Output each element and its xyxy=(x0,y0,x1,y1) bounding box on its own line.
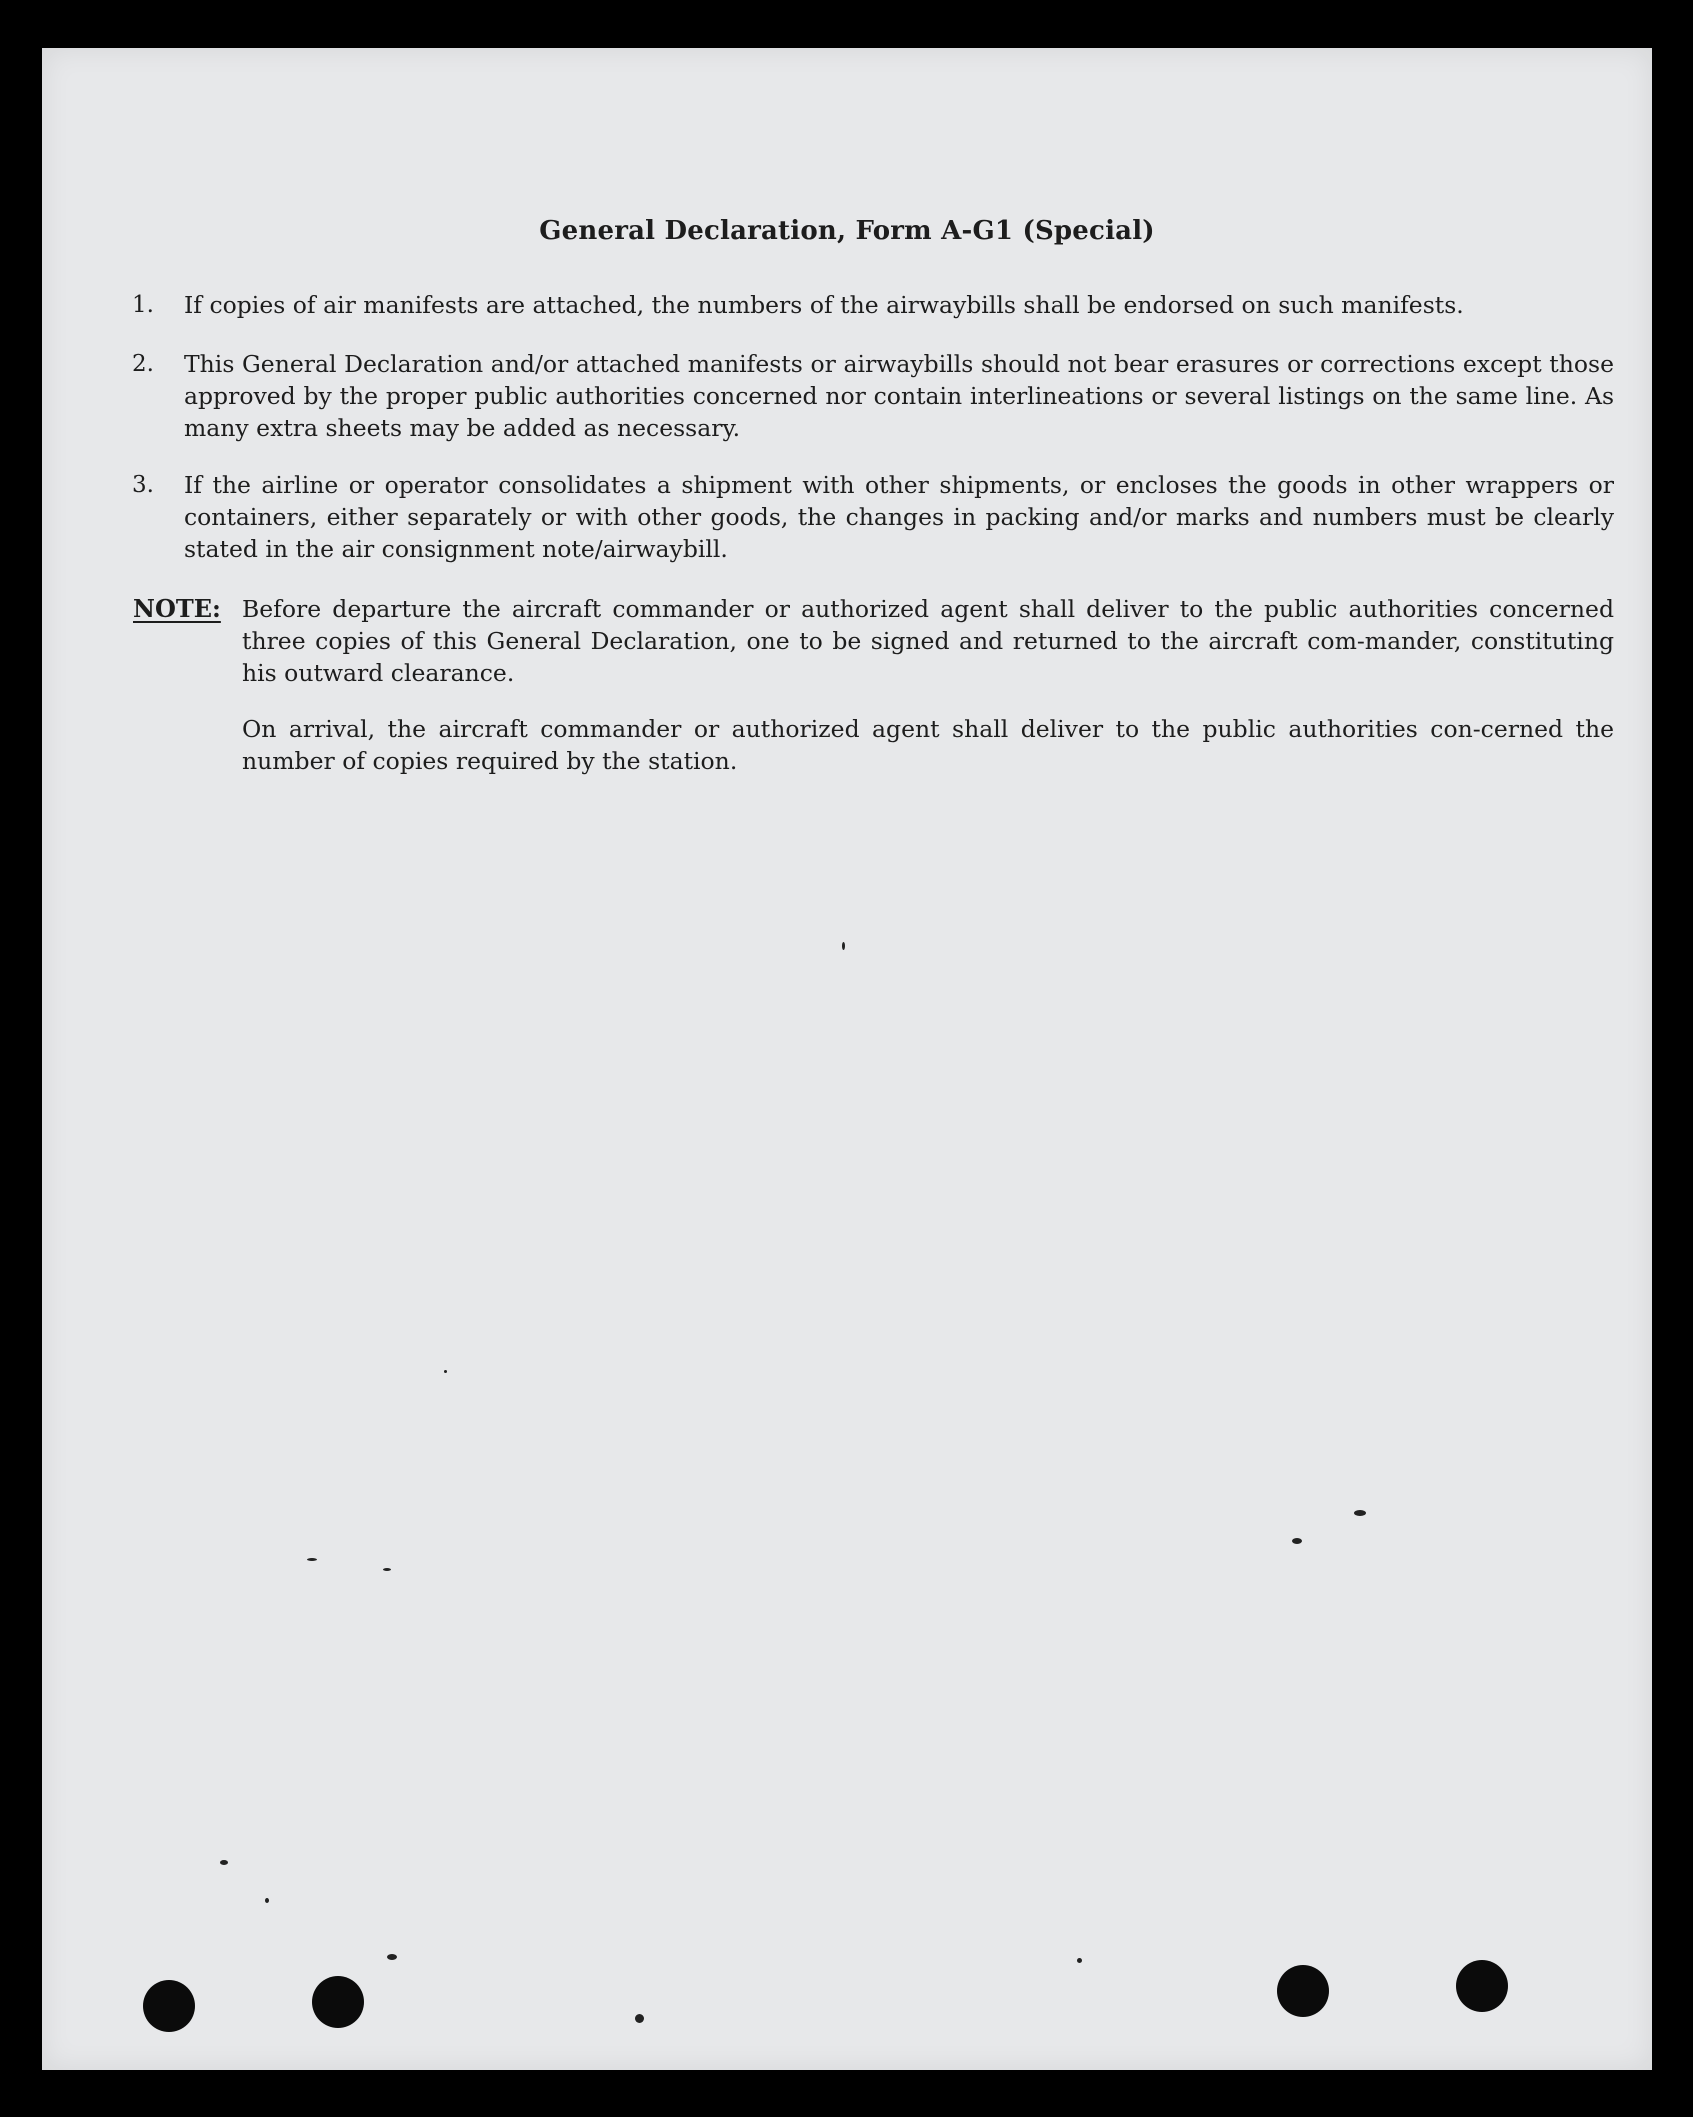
scan-speck xyxy=(383,1568,391,1571)
scan-speck xyxy=(1077,1958,1082,1963)
note-paragraph-2: On arrival, the aircraft commander or authorized agent shall deliver to the public authorities con-cerned the number of copies required by the station. xyxy=(242,715,1614,775)
scan-speck xyxy=(220,1860,228,1865)
item-text-1: If copies of air manifests are attached, the numbers of the airwaybills shall be endorsed on such manifests. xyxy=(184,291,1464,319)
scan-speck xyxy=(842,942,845,950)
note-paragraph-1: Before departure the aircraft commander or authorized agent shall deliver to the public authorities concerned three copies of this General Declaration, one to be signed and returned to the aircraft com-mander, constituting his outward clearance. xyxy=(242,595,1614,687)
item-number-3: 3. xyxy=(132,472,154,498)
punch-hole xyxy=(143,1980,195,2032)
punch-hole xyxy=(1456,1960,1508,2012)
scan-speck xyxy=(387,1954,397,1960)
item-text-2: This General Declaration and/or attached manifests or airwaybills should not bear erasures or corrections except those approved by the proper public authorities concerned nor contain interlineations or several listings on the same line. As many extra sheets may be added as necessary. xyxy=(184,350,1614,442)
punch-hole xyxy=(1277,1965,1329,2017)
item-text-3: If the airline or operator consolidates a shipment with other shipments, or encloses the goods in other wrappers or containers, either separately or with other goods, the changes in packing and/or marks and numbers must be clearly stated in the air consignment note/airwaybill. xyxy=(184,471,1614,563)
document-page xyxy=(42,48,1652,2070)
scan-speck xyxy=(265,1898,269,1903)
scan-speck xyxy=(307,1558,317,1561)
item-number-1: 1. xyxy=(132,292,154,318)
punch-hole xyxy=(312,1976,364,2028)
page-title: General Declaration, Form A-G1 (Special) xyxy=(539,216,1155,246)
scan-speck xyxy=(1292,1538,1302,1544)
scan-speck xyxy=(444,1370,447,1373)
item-number-2: 2. xyxy=(132,351,154,377)
scan-speck xyxy=(1354,1510,1366,1516)
note-label: NOTE: xyxy=(133,594,221,623)
scan-speck xyxy=(635,2014,644,2023)
